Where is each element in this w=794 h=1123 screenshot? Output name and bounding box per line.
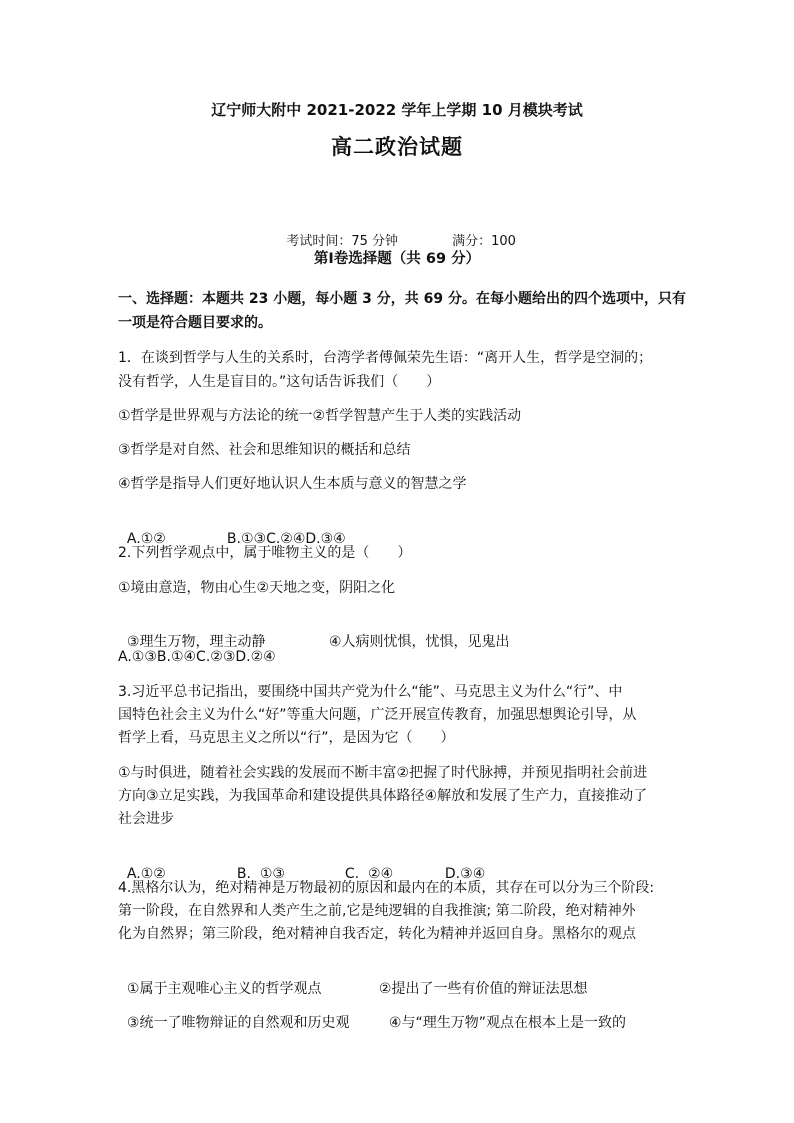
q1-stem-line-2: 没有哲学，人生是盲目的。”这句话告诉我们（ ） <box>118 374 441 390</box>
q4-items-b <box>118 993 626 1033</box>
q1-options-rest: B.①③C.②④D.③④ <box>226 531 346 547</box>
q1-item-2: ③哲学是对自然、社会和思维知识的概括和总结 <box>118 442 411 458</box>
q1-option-a: A.①② <box>126 531 166 547</box>
q2-options: A.①③B.①④C.②③D.②④ <box>118 649 276 665</box>
part-heading: 第Ⅰ卷选择题（共 69 分） <box>313 251 481 267</box>
instructions-line-2: 一项是符合题目要求的。 <box>118 315 272 331</box>
q4-stem-line-1: 4.黑格尔认为，绝对精神是万物最初的原因和最内在的本质，其存在可以分为三个阶段: <box>118 880 655 896</box>
q3-stem-line-3: 哲学上看，马克思主义之所以“行”，是因为它（ ） <box>118 730 455 746</box>
q4-stem-line-3: 化为自然界；第三阶段，绝对精神自我否定，转化为精神并返回自身。黑格尔的观点 <box>118 926 636 942</box>
q3-option-d: D.③④ <box>444 866 486 882</box>
exam-school-heading: 辽宁师大附中 2021-2022 学年上学期 10 月模块考试 <box>211 101 583 119</box>
q3-item-line-2: 方向③立足实践，为我国革命和建设提供具体路径④解放和发展了生产力，直接推动了 <box>118 788 648 804</box>
exam-title: 高二政治试题 <box>331 135 463 159</box>
q2-item-4: ④人病则忧惧，忧惧，见鬼出 <box>328 634 510 650</box>
q4-item-1: ①属于主观唯心主义的哲学观点 <box>126 981 322 997</box>
exam-score: 满分：100 <box>452 234 516 249</box>
q3-item-line-1: ①与时俱进，随着社会实践的发展而不断丰富②把握了时代脉搏，并预见指明社会前进 <box>118 765 648 781</box>
q2-item-3: ③理生万物，理主动静 <box>126 634 266 650</box>
q4-item-3: ③统一了唯物辩证的自然观和历史观 <box>126 1015 350 1031</box>
q1-item-1: ①哲学是世界观与方法论的统一②哲学智慧产生于人类的实践活动 <box>118 408 522 424</box>
q1-item-3: ④哲学是指导人们更好地认识人生本质与意义的智慧之学 <box>118 476 467 492</box>
exam-time: 考试时间：75 分钟 <box>286 234 399 249</box>
q3-item-line-3: 社会进步 <box>118 811 174 827</box>
q2-stem: 2.下列哲学观点中，属于唯物主义的是（ ） <box>118 545 412 561</box>
q4-item-4: ④与“理生万物”观点在根本上是一致的 <box>388 1015 626 1031</box>
q4-item-2: ②提出了一些有价值的辩证法思想 <box>378 981 588 997</box>
instructions-line-1: 一、选择题：本题共 23 小题，每小题 3 分，共 69 分。在每小题给出的四个选项中，只有 <box>118 291 686 307</box>
q3-stem-line-1: 3.习近平总书记指出，要围绕中国共产党为什么“能”、马克思主义为什么“行”、中 <box>118 684 623 700</box>
exam-meta <box>0 212 794 252</box>
q2-items-a: ①境由意造，物由心生②天地之变，阴阳之化 <box>118 580 396 596</box>
q4-stem-line-2: 第一阶段，在自然界和人类产生之前,它是纯逻辑的自我推演; 第二阶段，绝对精神外 <box>118 903 636 919</box>
q2-items-b <box>118 612 509 652</box>
q3-option-b: B. ①③ <box>236 866 285 882</box>
q3-option-a: A.①② <box>126 866 166 882</box>
q1-stem-line-1: 1．在谈到哲学与人生的关系时，台湾学者傅佩荣先生语：“离开人生，哲学是空洞的； <box>118 350 653 366</box>
q3-stem-line-2: 国特色社会主义为什么“好”等重大问题，广泛开展宣传教育，加强思想舆论引导，从 <box>118 707 637 723</box>
q3-option-c: C. ②④ <box>344 866 394 882</box>
